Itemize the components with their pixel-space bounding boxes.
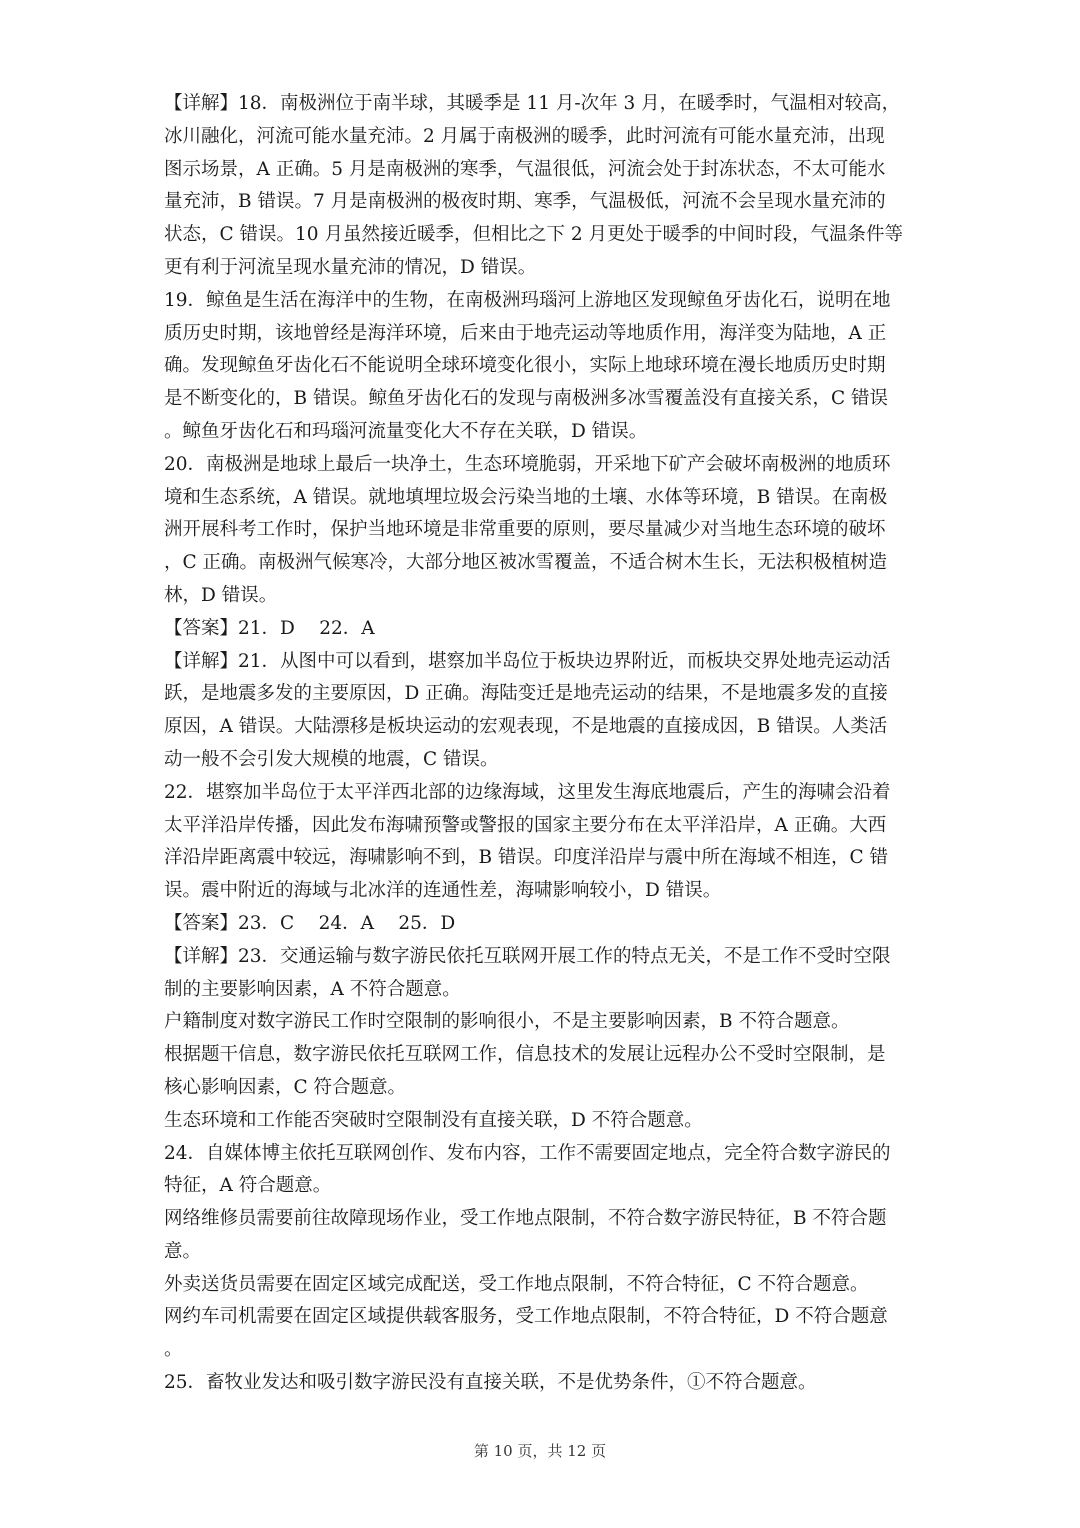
text-line: 原因，A 错误。大陆漂移是板块运动的宏观表现，不是地震的直接成因，B 错误。人类活 (164, 716, 888, 738)
text-line: 林，D 错误。 (164, 584, 278, 606)
answer-explanation-text (164, 88, 916, 1400)
text-line: 外卖送货员需要在固定区域完成配送，受工作地点限制，不符合特征，C 不符合题意。 (164, 1273, 869, 1295)
text-line: 图示场景，A 正确。5 月是南极洲的寒季，气温很低，河流会处于封冻状态，不太可能水 (164, 158, 886, 180)
text-line: 25．畜牧业发达和吸引数字游民没有直接关联，不是优势条件，①不符合题意。 (164, 1372, 817, 1394)
text-line: 太平洋沿岸传播，因此发布海啸预警或警报的国家主要分布在太平洋沿岸，A 正确。大西 (164, 814, 887, 836)
text-line: 。 (164, 1339, 183, 1361)
text-line: 误。震中附近的海域与北冰洋的连通性差，海啸影响较小，D 错误。 (164, 880, 722, 902)
text-line: 【详解】18．南极洲位于南半球，其暖季是 11 月-次年 3 月，在暖季时，气温相对较高， (164, 93, 901, 114)
text-line: 根据题干信息，数字游民依托互联网工作，信息技术的发展让远程办公不受时空限制，是 (164, 1044, 886, 1066)
text-line: 境和生态系统，A 错误。就地填埋垃圾会污染当地的土壤、水体等环境，B 错误。在南极 (164, 486, 888, 508)
text-line: 状态，C 错误。10 月虽然接近暖季，但相比之下 2 月更处于暖季的中间时段，气温条件等 (164, 224, 903, 246)
text-line: 质历史时期，该地曾经是海洋环境，后来由于地壳运动等地质作用，海洋变为陆地，A 正 (164, 322, 887, 344)
text-line: 【答案】23．C 24．A 25．D (164, 912, 456, 934)
text-line: 户籍制度对数字游民工作时空限制的影响很小，不是主要影响因素，B 不符合题意。 (164, 1011, 850, 1033)
text-line: 【详解】23．交通运输与数字游民依托互联网开展工作的特点无关，不是工作不受时空限 (164, 945, 891, 967)
text-line: 是不断变化的，B 错误。鲸鱼牙齿化石的发现与南极洲多冰雪覆盖没有直接关系，C 错误 (164, 388, 889, 410)
text-line: 更有利于河流呈现水量充沛的情况，D 错误。 (164, 256, 537, 278)
text-line: 22．堪察加半岛位于太平洋西北部的边缘海域，这里发生海底地震后，产生的海啸会沿着 (164, 781, 891, 803)
text-line: 量充沛，B 错误。7 月是南极洲的极夜时期、寒季，气温极低，河流不会呈现水量充沛的 (164, 191, 886, 213)
text-line: 。鲸鱼牙齿化石和玛瑙河流量变化大不存在关联，D 错误。 (164, 420, 648, 442)
text-line: 网约车司机需要在固定区域提供载客服务，受工作地点限制，不符合特征，D 不符合题意 (164, 1306, 888, 1328)
text-line: 19．鲸鱼是生活在海洋中的生物，在南极洲玛瑙河上游地区发现鲸鱼牙齿化石，说明在地 (164, 289, 891, 311)
text-line: 跃，是地震多发的主要原因，D 正确。海陆变迁是地壳运动的结果，不是地震多发的直接 (164, 683, 888, 705)
text-line: 24．自媒体博主依托互联网创作、发布内容，工作不需要固定地点，完全符合数字游民的 (164, 1142, 891, 1164)
text-line: 生态环境和工作能否突破时空限制没有直接关联，D 不符合题意。 (164, 1109, 703, 1131)
page-footer: 第 10 页，共 12 页 (473, 1442, 607, 1460)
text-line: 洋沿岸距离震中较远，海啸影响不到，B 错误。印度洋沿岸与震中所在海域不相连，C 错 (164, 847, 889, 869)
text-line: 20．南极洲是地球上最后一块净土，生态环境脆弱，开采地下矿产会破坏南极洲的地质环 (164, 453, 891, 475)
text-line: 冰川融化，河流可能水量充沛。2 月属于南极洲的暖季，此时河流有可能水量充沛，出现 (164, 125, 885, 147)
text-line: 核心影响因素，C 符合题意。 (164, 1076, 407, 1098)
text-line: 制的主要影响因素，A 不符合题意。 (164, 978, 461, 1000)
text-line: 意。 (164, 1240, 202, 1262)
text-line: 特征，A 符合题意。 (164, 1175, 332, 1197)
text-line: 洲开展科考工作时，保护当地环境是非常重要的原则，要尽量减少对当地生态环境的破坏 (164, 519, 886, 541)
text-line: 网络维修员需要前往故障现场作业，受工作地点限制，不符合数字游民特征，B 不符合题 (164, 1208, 887, 1230)
text-line: 【答案】21．D 22．A (164, 617, 375, 639)
text-line: 动一般不会引发大规模的地震，C 错误。 (164, 748, 499, 770)
text-line: 【详解】21．从图中可以看到，堪察加半岛位于板块边界附近，而板块交界处地壳运动活 (164, 650, 891, 672)
text-line: 确。发现鲸鱼牙齿化石不能说明全球环境变化很小，实际上地球环境在漫长地质历史时期 (164, 355, 886, 377)
text-line: ，C 正确。南极洲气候寒冷，大部分地区被冰雪覆盖，不适合树木生长，无法积极植树造 (164, 552, 888, 574)
